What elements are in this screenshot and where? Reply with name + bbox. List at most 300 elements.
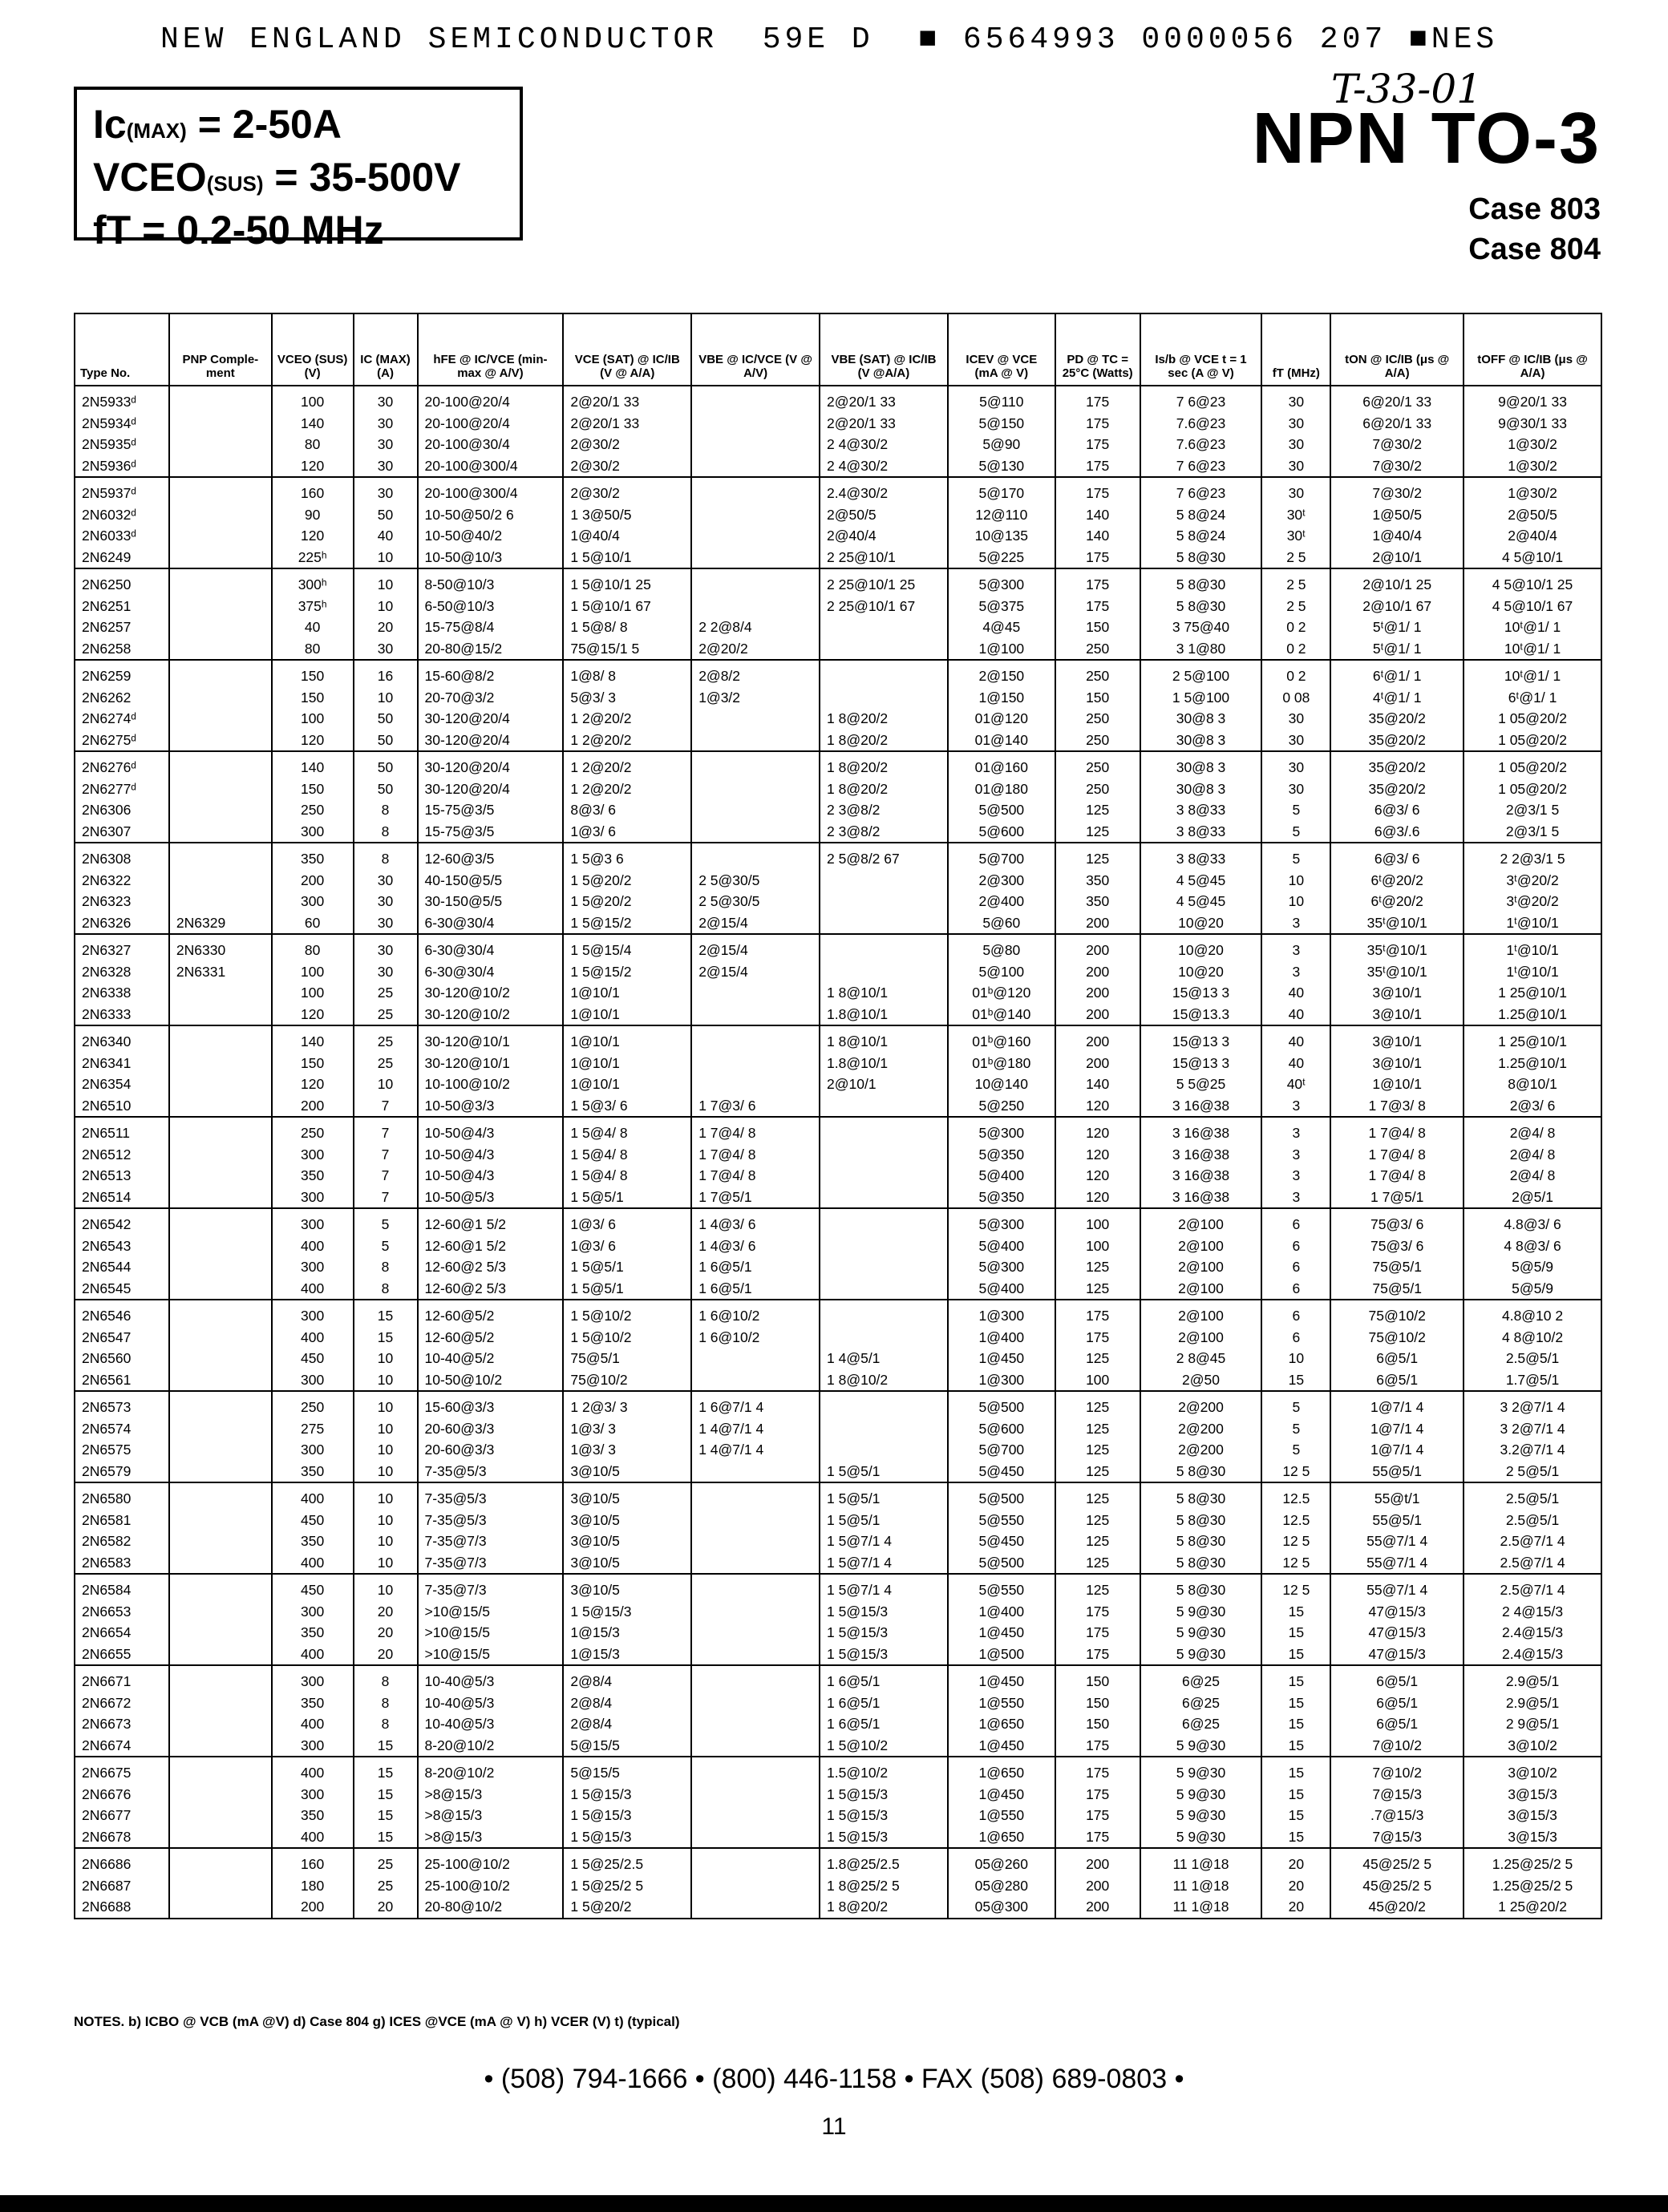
cell-ic-max: 20 (354, 1622, 418, 1644)
cell-pd: 175 (1055, 1601, 1140, 1623)
cell-ft: 15 (1261, 1757, 1330, 1784)
cell-vbe-sat: 1 8@20/2 (820, 778, 948, 800)
cell-pnp-complement (169, 1896, 272, 1919)
cell-hfe: 8-50@10/3 (418, 568, 564, 596)
table-row (75, 934, 1601, 961)
cell-vbe (691, 386, 820, 413)
cell-icev: 5@700 (948, 843, 1055, 870)
handwritten-note: T-33-01 (1331, 66, 1482, 112)
cell-icev: 5@350 (948, 1144, 1055, 1166)
col-header-ft: fT (MHz) (1261, 313, 1330, 386)
cell-ic-max: 10 (354, 596, 418, 617)
cell-pd: 175 (1055, 1805, 1140, 1826)
cell-ft: 12 5 (1261, 1574, 1330, 1601)
cell-pd: 125 (1055, 1439, 1140, 1461)
cell-pnp-complement (169, 1117, 272, 1144)
cell-hfe: 20-100@20/4 (418, 386, 564, 413)
cell-icev: 5@110 (948, 386, 1055, 413)
cell-toff: 3.2@7/1 4 (1464, 1439, 1601, 1461)
cell-ton: 55@t/1 (1330, 1482, 1464, 1510)
cell-vbe (691, 1805, 820, 1826)
cell-vbe (691, 568, 820, 596)
cell-vce-sat: 2@8/4 (563, 1665, 691, 1692)
cell-ft: 3 (1261, 934, 1330, 961)
table-row (75, 1053, 1601, 1074)
table-row (75, 961, 1601, 983)
cell-vce-sat: 1@10/1 (563, 1025, 691, 1053)
cell-hfe: 15-60@3/3 (418, 1391, 564, 1418)
table-row (75, 730, 1601, 752)
cell-toff: 1 25@20/2 (1464, 1896, 1601, 1919)
cell-hfe: 12-60@5/2 (418, 1300, 564, 1327)
cell-ton: 5ᵗ@1/ 1 (1330, 617, 1464, 638)
cell-pnp-complement (169, 596, 272, 617)
cell-hfe: 8-20@10/2 (418, 1757, 564, 1784)
cell-vce-sat: 1@10/1 (563, 1053, 691, 1074)
cell-vbe-sat: 1.8@10/1 (820, 1004, 948, 1026)
ft-spec (93, 207, 504, 253)
cell-pnp-complement (169, 1510, 272, 1531)
cell-is-b: 3 16@38 (1140, 1117, 1262, 1144)
cell-toff: 1.25@10/1 (1464, 1004, 1601, 1026)
cell-type-no: 2N6653 (75, 1601, 169, 1623)
cell-ft: 2 5 (1261, 596, 1330, 617)
cell-vbe (691, 778, 820, 800)
cell-vbe-sat: 1.8@25/2.5 (820, 1848, 948, 1875)
cell-is-b: 3 16@38 (1140, 1165, 1262, 1187)
cell-pnp-complement (169, 870, 272, 892)
cell-pd: 250 (1055, 778, 1140, 800)
cell-pnp-complement (169, 1095, 272, 1118)
table-row (75, 778, 1601, 800)
cell-vbe: 2@8/2 (691, 660, 820, 687)
cell-vbe (691, 1574, 820, 1601)
cell-ic-max: 20 (354, 1644, 418, 1666)
table-row (75, 982, 1601, 1004)
cell-vbe-sat: 1 5@15/3 (820, 1601, 948, 1623)
cell-vce-sat: 1@3/ 6 (563, 821, 691, 843)
cell-type-no: 2N6560 (75, 1348, 169, 1369)
cell-hfe: 30-120@20/4 (418, 730, 564, 752)
cell-vce-sat: 1 5@4/ 8 (563, 1117, 691, 1144)
cell-pd: 125 (1055, 1348, 1140, 1369)
cell-pnp-complement (169, 477, 272, 504)
table-row (75, 708, 1601, 730)
cell-hfe: 7-35@5/3 (418, 1461, 564, 1483)
cell-ic-max: 50 (354, 708, 418, 730)
cell-is-b: 5 9@30 (1140, 1644, 1262, 1666)
cell-ton: 75@3/ 6 (1330, 1235, 1464, 1257)
cell-pd: 120 (1055, 1165, 1140, 1187)
cell-is-b: 2@100 (1140, 1256, 1262, 1278)
table-row (75, 617, 1601, 638)
cell-toff: 4 8@10/2 (1464, 1327, 1601, 1349)
cell-pd: 200 (1055, 982, 1140, 1004)
cell-is-b: 2@100 (1140, 1300, 1262, 1327)
col-header-icev: ICEV @ VCE (mA @ V) (948, 313, 1055, 386)
cell-vbe-sat: 2 25@10/1 (820, 547, 948, 569)
cell-pnp-complement (169, 708, 272, 730)
cell-vbe-sat: 2 3@8/2 (820, 821, 948, 843)
cell-vce-sat: 3@10/5 (563, 1510, 691, 1531)
cell-ft: 15 (1261, 1622, 1330, 1644)
cell-toff: 1ᵗ@10/1 (1464, 912, 1601, 935)
cell-type-no: 2N6582 (75, 1531, 169, 1552)
cell-icev: 5@150 (948, 413, 1055, 435)
cell-ton: 47@15/3 (1330, 1644, 1464, 1666)
cell-vbe-sat: 1 5@7/1 4 (820, 1531, 948, 1552)
cell-hfe: >10@15/5 (418, 1601, 564, 1623)
cell-vceo-sus: 100 (272, 961, 354, 983)
cell-vbe: 1 7@5/1 (691, 1187, 820, 1209)
cell-ic-max: 10 (354, 1348, 418, 1369)
vceo-sus-spec (93, 154, 504, 207)
cell-ft: 30 (1261, 708, 1330, 730)
cell-vbe-sat: 1 8@10/1 (820, 1025, 948, 1053)
cell-icev: 1@650 (948, 1826, 1055, 1849)
cell-vbe-sat: 2 25@10/1 67 (820, 596, 948, 617)
cell-toff: 2@5/1 (1464, 1187, 1601, 1209)
cell-vce-sat: 1 5@15/3 (563, 1805, 691, 1826)
table-row (75, 1208, 1601, 1235)
cell-vbe-sat: 1 8@25/2 5 (820, 1875, 948, 1897)
cell-vbe-sat: 1 5@15/3 (820, 1644, 948, 1666)
cell-vce-sat: 1 5@10/1 25 (563, 568, 691, 596)
cell-vbe (691, 1531, 820, 1552)
cell-pd: 140 (1055, 1074, 1140, 1095)
cell-type-no: 2N6251 (75, 596, 169, 617)
cell-pd: 200 (1055, 961, 1140, 983)
cell-type-no: 2N6671 (75, 1665, 169, 1692)
cell-vbe (691, 1053, 820, 1074)
cell-pnp-complement (169, 821, 272, 843)
cell-pd: 175 (1055, 596, 1140, 617)
cell-pd: 125 (1055, 1510, 1140, 1531)
cell-hfe: 10-50@5/3 (418, 1187, 564, 1209)
cell-ton: 55@5/1 (1330, 1461, 1464, 1483)
cell-ft: 30 (1261, 751, 1330, 778)
cell-ic-max: 10 (354, 1510, 418, 1531)
cell-ton: 6@5/1 (1330, 1665, 1464, 1692)
cell-vbe-sat (820, 1256, 948, 1278)
cell-type-no: 2N5936ᵈ (75, 455, 169, 478)
cell-is-b: 11 1@18 (1140, 1896, 1262, 1919)
cell-vbe-sat (820, 1391, 948, 1418)
cell-icev: 5@300 (948, 1256, 1055, 1278)
cell-vceo-sus: 400 (272, 1713, 354, 1735)
cell-ft: 15 (1261, 1784, 1330, 1806)
cell-icev: 1@100 (948, 638, 1055, 661)
cell-toff: 2@3/ 6 (1464, 1095, 1601, 1118)
bottom-border-bar (0, 2195, 1668, 2212)
vceo-symbol: VCEO (93, 155, 207, 200)
cell-toff: 9@30/1 33 (1464, 413, 1601, 435)
cell-pd: 200 (1055, 1875, 1140, 1897)
cell-type-no: 2N6275ᵈ (75, 730, 169, 752)
cell-hfe: 30-120@20/4 (418, 708, 564, 730)
cell-pd: 120 (1055, 1117, 1140, 1144)
cell-vceo-sus: 250 (272, 1117, 354, 1144)
cell-ft: 20 (1261, 1896, 1330, 1919)
cell-vbe-sat: 2 3@8/2 (820, 799, 948, 821)
cell-pnp-complement (169, 386, 272, 413)
cell-vbe (691, 708, 820, 730)
cell-hfe: 7-35@7/3 (418, 1552, 564, 1575)
cell-vceo-sus: 120 (272, 1004, 354, 1026)
cell-hfe: 10-50@10/3 (418, 547, 564, 569)
cell-pnp-complement (169, 1784, 272, 1806)
cell-ic-max: 7 (354, 1095, 418, 1118)
table-row (75, 1187, 1601, 1209)
cell-vbe-sat: 1 5@10/2 (820, 1735, 948, 1757)
cell-vce-sat: 3@10/5 (563, 1574, 691, 1601)
ft-symbol: fT (93, 208, 132, 253)
cell-vbe-sat (820, 961, 948, 983)
table-row (75, 596, 1601, 617)
cell-icev: 1@400 (948, 1327, 1055, 1349)
cell-vceo-sus: 250 (272, 799, 354, 821)
cell-ic-max: 30 (354, 434, 418, 455)
cell-vbe (691, 1644, 820, 1666)
cell-vce-sat: 1 2@20/2 (563, 730, 691, 752)
cell-ton: 55@5/1 (1330, 1510, 1464, 1531)
cell-ton: 6ᵗ@20/2 (1330, 870, 1464, 892)
table-header-row (75, 313, 1601, 386)
cell-toff: 1@30/2 (1464, 434, 1601, 455)
cell-toff: 1@30/2 (1464, 455, 1601, 478)
cell-vbe: 1 4@7/1 4 (691, 1418, 820, 1440)
cell-pnp-complement (169, 434, 272, 455)
cell-ft: 30 (1261, 434, 1330, 455)
cell-pnp-complement (169, 730, 272, 752)
cell-vceo-sus: 300 (272, 1256, 354, 1278)
cell-vbe (691, 1735, 820, 1757)
cell-vce-sat: 1 5@10/1 67 (563, 596, 691, 617)
spec-summary-box (74, 87, 523, 253)
cell-ft: 3 (1261, 961, 1330, 983)
cell-vceo-sus: 150 (272, 778, 354, 800)
cell-vbe-sat (820, 1095, 948, 1118)
table-row (75, 504, 1601, 526)
cell-ton: 35ᵗ@10/1 (1330, 934, 1464, 961)
cell-icev: 1@450 (948, 1622, 1055, 1644)
cell-ton: 6ᵗ@20/2 (1330, 891, 1464, 912)
cell-ton: 4ᵗ@1/ 1 (1330, 687, 1464, 709)
cell-vce-sat: 1 5@15/3 (563, 1826, 691, 1849)
cell-pd: 200 (1055, 1848, 1140, 1875)
cell-ic-max: 8 (354, 1692, 418, 1714)
table-row (75, 525, 1601, 547)
cell-pd: 250 (1055, 638, 1140, 661)
cell-vbe (691, 1896, 820, 1919)
cell-ic-max: 10 (354, 1552, 418, 1575)
cell-icev: 5@250 (948, 1095, 1055, 1118)
cell-pnp-complement (169, 1826, 272, 1849)
table-row (75, 1369, 1601, 1392)
cell-type-no: 2N6512 (75, 1144, 169, 1166)
table-row (75, 455, 1601, 478)
cell-pnp-complement (169, 1165, 272, 1187)
cell-vceo-sus: 350 (272, 1692, 354, 1714)
table-row (75, 1713, 1601, 1735)
cell-toff: 3 2@7/1 4 (1464, 1418, 1601, 1440)
cell-pnp-complement (169, 617, 272, 638)
cell-hfe: 7-35@7/3 (418, 1531, 564, 1552)
cell-vbe: 2 5@30/5 (691, 870, 820, 892)
cell-pnp-complement (169, 1644, 272, 1666)
col-header-pd: PD @ TC = 25°C (Watts) (1055, 313, 1140, 386)
cell-ft: 10 (1261, 1348, 1330, 1369)
cell-is-b: 5 8@30 (1140, 547, 1262, 569)
cell-pnp-complement (169, 843, 272, 870)
cell-is-b: 10@20 (1140, 912, 1262, 935)
cell-is-b: 10@20 (1140, 961, 1262, 983)
table-row (75, 1004, 1601, 1026)
cell-ft: 30 (1261, 730, 1330, 752)
cell-pnp-complement (169, 1278, 272, 1300)
cell-vceo-sus: 120 (272, 455, 354, 478)
cell-pd: 175 (1055, 1327, 1140, 1349)
cell-icev: 5@170 (948, 477, 1055, 504)
cell-vceo-sus: 350 (272, 843, 354, 870)
cell-ft: 6 (1261, 1278, 1330, 1300)
cell-icev: 5@375 (948, 596, 1055, 617)
cell-pnp-complement (169, 504, 272, 526)
cell-is-b: 15@13 3 (1140, 982, 1262, 1004)
cell-ton: 55@7/1 4 (1330, 1531, 1464, 1552)
cell-ft: 12 5 (1261, 1461, 1330, 1483)
cell-icev: 5@500 (948, 799, 1055, 821)
cell-vbe-sat: 1 5@15/3 (820, 1805, 948, 1826)
cell-ton: 1@7/1 4 (1330, 1439, 1464, 1461)
cell-pnp-complement (169, 1574, 272, 1601)
cell-pnp-complement (169, 1805, 272, 1826)
cell-vce-sat: 75@10/2 (563, 1369, 691, 1392)
cell-is-b: 30@8 3 (1140, 778, 1262, 800)
cell-icev: 5@700 (948, 1439, 1055, 1461)
cell-pnp-complement (169, 687, 272, 709)
cell-ft: 15 (1261, 1692, 1330, 1714)
cell-is-b: 3 1@80 (1140, 638, 1262, 661)
cell-type-no: 2N6688 (75, 1896, 169, 1919)
cell-pd: 250 (1055, 660, 1140, 687)
cell-pd: 125 (1055, 799, 1140, 821)
cell-toff: 2 5@5/1 (1464, 1461, 1601, 1483)
cell-ton: 45@20/2 (1330, 1896, 1464, 1919)
cell-pnp-complement: 2N6330 (169, 934, 272, 961)
cell-hfe: 10-50@50/2 6 (418, 504, 564, 526)
cell-vce-sat: 1 2@3/ 3 (563, 1391, 691, 1418)
cell-hfe: 10-50@4/3 (418, 1165, 564, 1187)
cell-vce-sat: 1 5@20/2 (563, 870, 691, 892)
cell-vbe-sat (820, 687, 948, 709)
cell-ft: 3 (1261, 1144, 1330, 1166)
cell-ft: 5 (1261, 1391, 1330, 1418)
cell-ic-max: 15 (354, 1735, 418, 1757)
cell-icev: 5@100 (948, 961, 1055, 983)
cell-ft: 5 (1261, 821, 1330, 843)
cell-pd: 200 (1055, 1025, 1140, 1053)
cell-vce-sat: 2@8/4 (563, 1713, 691, 1735)
cell-vbe-sat (820, 1418, 948, 1440)
cell-is-b: 30@8 3 (1140, 730, 1262, 752)
cell-vbe-sat (820, 1187, 948, 1209)
cell-hfe: >8@15/3 (418, 1784, 564, 1806)
cell-type-no: 2N6543 (75, 1235, 169, 1257)
cell-ic-max: 15 (354, 1784, 418, 1806)
cell-vbe-sat: 1 5@7/1 4 (820, 1574, 948, 1601)
cell-ic-max: 10 (354, 1391, 418, 1418)
cell-vceo-sus: 400 (272, 1757, 354, 1784)
cell-hfe: 20-100@300/4 (418, 477, 564, 504)
cell-ft: 10 (1261, 870, 1330, 892)
cell-toff: 4 5@10/1 67 (1464, 596, 1601, 617)
cell-ton: 7@15/3 (1330, 1784, 1464, 1806)
cell-is-b: 2@100 (1140, 1278, 1262, 1300)
cell-ic-max: 10 (354, 687, 418, 709)
cell-ft: 3 (1261, 1117, 1330, 1144)
cell-vceo-sus: 375ʰ (272, 596, 354, 617)
cell-icev: 1@500 (948, 1644, 1055, 1666)
cell-ft: 5 (1261, 843, 1330, 870)
cell-pnp-complement (169, 1461, 272, 1483)
cell-vbe (691, 596, 820, 617)
cell-ft: 0 2 (1261, 638, 1330, 661)
cell-ic-max: 20 (354, 1896, 418, 1919)
cell-icev: 5@60 (948, 912, 1055, 935)
cell-is-b: 2 5@100 (1140, 660, 1262, 687)
cell-vce-sat: 1@10/1 (563, 1004, 691, 1026)
cell-vbe (691, 1601, 820, 1623)
table-row (75, 1348, 1601, 1369)
cell-is-b: 5 8@30 (1140, 1531, 1262, 1552)
cell-ft: 2 5 (1261, 547, 1330, 569)
cell-vceo-sus: 400 (272, 1482, 354, 1510)
table-row (75, 821, 1601, 843)
cell-vbe-sat (820, 1300, 948, 1327)
cell-vceo-sus: 400 (272, 1552, 354, 1575)
cell-vceo-sus: 120 (272, 525, 354, 547)
cell-ton: 75@5/1 (1330, 1278, 1464, 1300)
cell-ton: 1 7@5/1 (1330, 1187, 1464, 1209)
cell-hfe: 20-100@300/4 (418, 455, 564, 478)
cell-pnp-complement (169, 547, 272, 569)
table-row (75, 1757, 1601, 1784)
table-row (75, 1461, 1601, 1483)
cell-vbe: 2@15/4 (691, 961, 820, 983)
cell-ft: 40 (1261, 1004, 1330, 1026)
cell-pnp-complement (169, 1531, 272, 1552)
cell-vbe (691, 1025, 820, 1053)
cell-pnp-complement (169, 1482, 272, 1510)
table-row (75, 1896, 1601, 1919)
cell-is-b: 3 8@33 (1140, 843, 1262, 870)
cell-is-b: 5 9@30 (1140, 1757, 1262, 1784)
cell-pd: 100 (1055, 1369, 1140, 1392)
cell-vce-sat: 75@15/1 5 (563, 638, 691, 661)
cell-pd: 175 (1055, 1644, 1140, 1666)
cell-is-b: 4 5@45 (1140, 891, 1262, 912)
cell-vce-sat: 1 5@5/1 (563, 1256, 691, 1278)
col-header-pnp-complement: PNP Comple-ment (169, 313, 272, 386)
cell-pd: 250 (1055, 730, 1140, 752)
cell-is-b: 7.6@23 (1140, 413, 1262, 435)
cell-toff: 1ᵗ@10/1 (1464, 934, 1601, 961)
cell-toff: 8@10/1 (1464, 1074, 1601, 1095)
cell-vceo-sus: 300 (272, 1144, 354, 1166)
cell-ton: 7@10/2 (1330, 1757, 1464, 1784)
cell-is-b: 5 9@30 (1140, 1826, 1262, 1849)
